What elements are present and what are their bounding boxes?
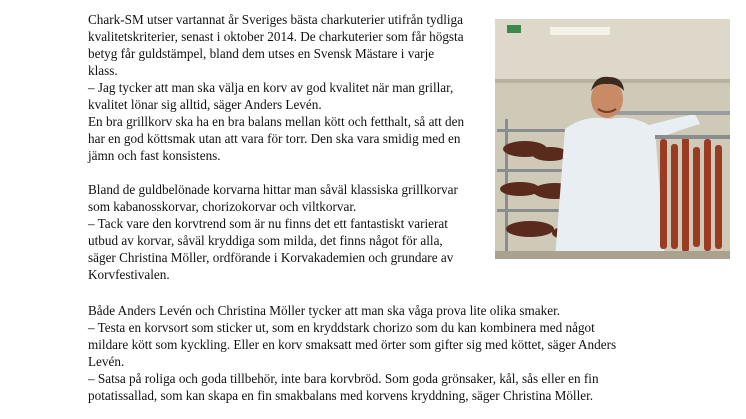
article-line: Levén. [88,354,125,369]
article-line: som kabanosskorvar, chorizokorvar och viltkorvar. [88,199,357,214]
article-line: – Testa en korvsort som sticker ut, som en kryddstark chorizo som du kan kombinera med något [88,320,595,335]
article-line: jämn och fast konsistens. [88,148,221,163]
article-line: Bland de guldbelönade korvarna hittar man såväl klassiska grillkorvar [88,182,458,197]
article-line: Chark-SM utser vartannat år Sveriges bästa charkuterier utifrån tydliga [88,12,463,27]
photo-illustration [495,19,730,259]
article-line: utbud av korvar, såväl kryddiga som milda, det finns något för alla, [88,233,443,248]
smokehouse-photo [495,19,730,259]
article-line: betyg får guldstämpel, bland dem utses en Svensk Mästare i varje [88,46,435,61]
article-line: klass. [88,63,118,78]
article-line: – Tack vare den korvtrend som är nu finns det ett fantastiskt varierat [88,216,448,231]
article-line: Både Anders Levén och Christina Möller tycker att man ska våga prova lite olika smaker. [88,303,561,318]
article-line: kvalitetskriterier, senast i oktober 2014. De charkuterier som får högsta [88,29,464,44]
article-line: Korvfestivalen. [88,267,170,282]
paragraph-gap [88,164,464,181]
article-line: mildare kött som kyckling. Eller en korv smaksatt med örter som gifter sig med köttet, säger Anders [88,337,617,352]
article-text-bottom [88,302,616,404]
article-line: potatissallad, som kan skapa en fin smakbalans med korvens kryddning, säger Christina Möller. [88,388,594,403]
article-line: – Jag tycker att man ska välja en korv av god kvalitet när man grillar, [88,80,454,95]
article-line: En bra grillkorv ska ha en bra balans mellan kött och fetthalt, så att den [88,114,465,129]
article-line: har en god köttsmak utan att vara för torr. Den ska vara smidig med en [88,131,461,146]
article-line: kvalitet lönar sig alltid, säger Anders Levén. [88,97,322,112]
article-text-top [88,11,464,283]
article-line: säger Christina Möller, ordförande i Korvakademien och grundare av [88,250,454,265]
article-line: – Satsa på roliga och goda tillbehör, inte bara korvbröd. Som goda grönsaker, kål, sås eller en fin [88,371,599,386]
